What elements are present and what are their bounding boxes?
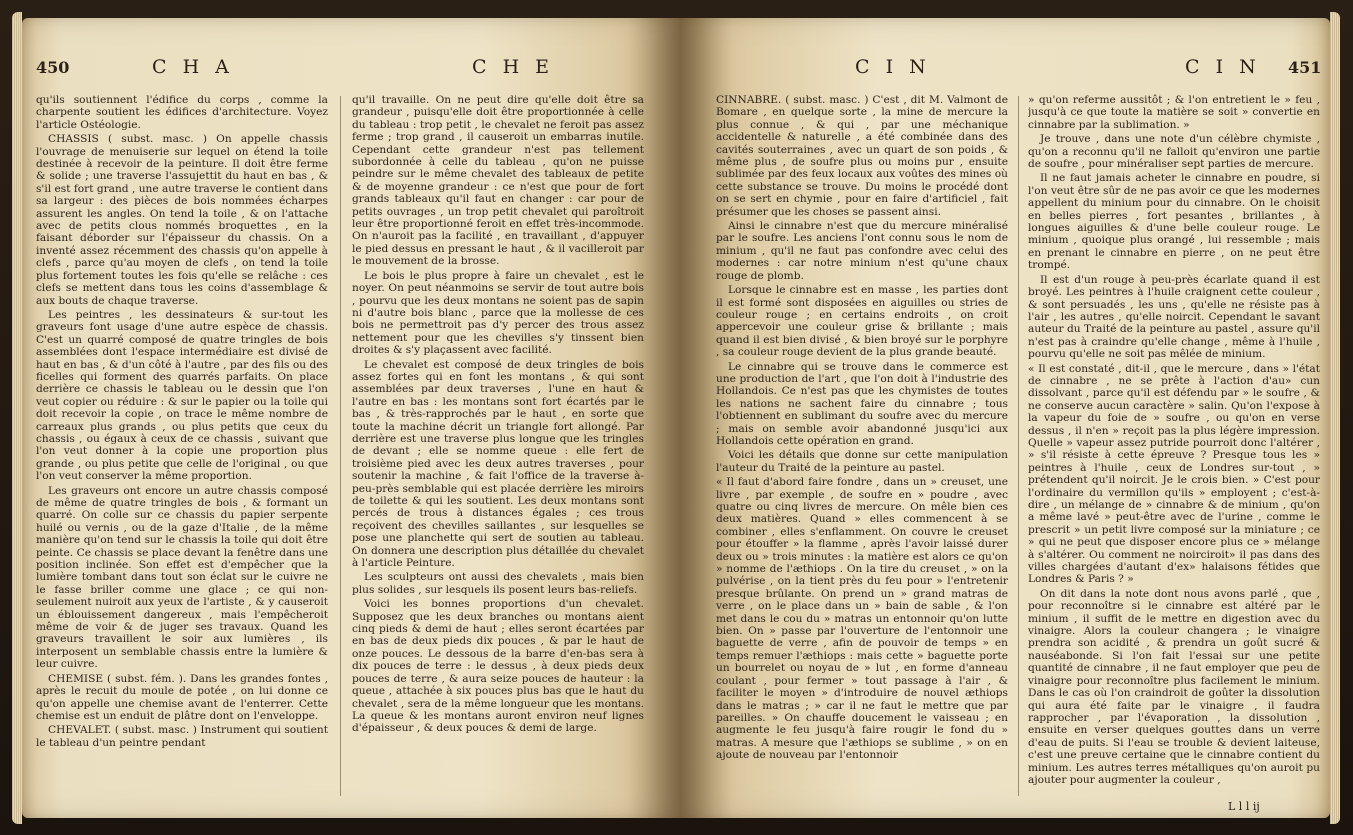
left-page-column-2 [352, 94, 644, 799]
paragraph: Les peintres , les dessinateurs & sur-tout les graveurs font usage d'une autre espèce de chassis. C'est un quarré composé de quatre tringles de bois assemblées dont l'espace intermédiaire est divisé de haut en bas , & d'un côté à l'autre , par des fils ou des ficelles qui forment des quarrés parfaits. On place derrière ce chassis le tableau ou le dessin que l'on veut copier ou réduire : & sur le papier ou la toile qui doit recevoir la copie , on trace le même nombre de carreaux plus grands , ou plus petits que ceux du chassis , ou égaux à ceux de ce chassis , suivant que l'on veut donner à la copie une proportion plus grande , ou plus petite que celle de l'original , ou que l'on veut conserver la même proportion. [36, 308, 328, 483]
paragraph: CHEMISE ( subst. fém. ). Dans les grandes fontes , après le recuit du moule de potée , on lui donne ce qu'on appelle une chemise avant de l'enterrer. Cette chemise est un enduit de plâtre dont on l'enveloppe. [36, 672, 328, 722]
right-page-column-2 [1028, 94, 1320, 799]
paragraph: « Il est constaté , dit-il , que le mercure , dans » l'état de cinnabre , ne se prête à l'action d'au» cun dissolvant , parce qu'il est défendu par » le soufre , & ne conserve aucun caractère » salin. Qu'on l'expose à la vapeur du foie de » soufre , ou qu'on en verse dessus , il n'en » reçoit pas la plus légère impression. Quelle » vapeur assez putride pourroit donc l'altérer , » s'il résiste à cette épreuve ? Presque tous les » peintres à l'huile , ceux de Londres sur-tout , » prétendent qu'il noircit. Je le crois bien. » C'est pour l'ordinaire du vermillon qu'ils » employent ; c'est-à-dire , un mélange de » cinnabre & de minium , qu'on a même lavé » peut-être avec de l'urine , comme le prescrit » un petit livre composé sur la miniature ; ce » qui ne peut que disposer encore plus ce » mélange à s'altérer. Ou comment ne noirciroit» il pas dans des villes chargées d'autant d'ex» halaisons fétides que Londres & Paris ? » [1028, 362, 1320, 586]
paragraph: Je trouve , dans une note d'un célèbre chymiste , qu'on a reconnu qu'il ne falloit qu'environ une partie de soufre , pour minéraliser sept parties de mercure. [1028, 133, 1320, 171]
paragraph: Lorsque le cinnabre est en masse , les parties dont il est formé sont disposées en aiguilles ou stries de couleur rouge ; en certains endroits , on croit appercevoir une couleur grise & brillante ; mais quand il est bien divisé , & bien broyé sur le porphyre , sa couleur rouge devient de la plus grande beauté. [716, 284, 1008, 359]
signature-mark: L l l ij [1228, 800, 1260, 813]
paragraph: Le bois le plus propre à faire un chevalet , est le noyer. On peut néanmoins se servir de tout autre bois , pourvu que les deux montans ne soient pas de sapin ni d'autre bois blanc , parce que la mollesse de ces bois ne permettroit pas d'y percer des trous assez nettement pour que les chevilles s'y tinssent bien droites & s'y plaçassent avec facilité. [352, 269, 644, 357]
page-number-left: 450 [36, 58, 70, 77]
paragraph: Voici les bonnes proportions d'un chevalet. Supposez que les deux branches ou montans aient cinq pieds & demi de haut ; elles seront écartées par en bas de deux pieds dix pouces , & par le haut de onze pouces. Le dessous de la barre d'en-bas sera à dix pouces de terre : le dessus , à deux pieds deux pouces de terre , & aura seize pouces de hauteur : la queue , attachée à six pouces plus bas que le haut du chevalet , sera de la même longueur que les montans. La queue & les montans auront environ neuf lignes d'épaisseur , & deux pouces & demi de large. [352, 598, 644, 735]
paragraph: Il ne faut jamais acheter le cinnabre en poudre, si l'on veut être sûr de ne pas avoir ce que les modernes appellent du minium pour du cinnabre. On le choisit en belles pierres , fort pesantes , brillantes , à longues aiguilles & d'une belle couleur rouge. Le minium , quoique plus orangé , lui ressemble ; mais en prenant le cinnabre en pierre , on ne peut être trompé. [1028, 172, 1320, 272]
paragraph: Il est d'un rouge à peu-près écarlate quand il est broyé. Les peintres à l'huile craignent cette couleur , & sont persuadés , les uns , qu'elle ne résiste pas à l'air , les autres , qu'elle noircit. Cependant le savant auteur du Traité de la peinture au pastel , assure qu'il n'est pas à craindre qu'elle change , même à l'huile , pourvu qu'elle ne soit pas mêlée de minium. [1028, 273, 1320, 361]
page-number-right: 451 [1288, 58, 1322, 77]
paragraph: On dit dans la note dont nous avons parlé , que , pour reconnoître si le cinnabre est altéré par le minium , il suffit de le mettre en digestion avec du vinaigre. Alors la couleur changera ; le vinaigre prendra son acidité , & prendra un goût sucré & nauséabonde. Si l'on fait l'essai sur une petite quantité de cinnabre , il ne faut employer que peu de vinaigre pour reconnoître plus facilement le minium. Dans le cas où l'on craindroit de goûter la dissolution qui aura été faite par le vinaigre , il faudra rapprocher , par l'évaporation , la dissolution , ensuite en verser quelques gouttes dans un verre d'eau de puits. Si l'eau se trouble & devient laiteuse, c'est une preuve certaine que le cinnabre contient du minium. Les autres terres métalliques qu'on auroit pu ajouter pour augmenter la couleur , [1028, 587, 1320, 786]
left-page [22, 18, 680, 818]
column-rule [1018, 96, 1019, 796]
paragraph: Les graveurs ont encore un autre chassis composé de même de quatre tringles de bois , & formant un quarré. On colle sur ce chassis du papier serpente huilé ou vernis , ou de la gaze d'Italie , de la même manière qu'on tend sur le chassis la toile qui doit être peinte. Ce chassis se place devant la fenêtre dans une position inclinée. Son effet est d'empêcher que la lumière tombant dans tout son éclat sur le cuivre ne le fasse briller comme une glace ; ce qui non-seulement nuiroit aux yeux de l'artiste , & y causeroit un éblouissement dangereux , mais l'empêcheroit même de voir & de juger ses travaux. Quand les graveurs travaillent le soir aux lumières , ils interposent un semblable chassis entre la lumière & leur cuivre. [36, 484, 328, 671]
column-rule [340, 96, 341, 796]
paragraph: Le cinnabre qui se trouve dans le commerce est une production de l'art , que l'on doit à l'industrie des Hollandois. Ce n'est pas que les chymistes de toutes les nations ne sachent faire du cinnabre ; tous l'obtiennent en sublimant du soufre avec du mercure ; mais on semble avoir abandonné jusqu'ici aux Hollandois cette opération en grand. [716, 360, 1008, 447]
left-page-column-1 [36, 94, 328, 799]
running-head-right-2: C I N [1185, 56, 1261, 78]
paragraph: « Il faut d'abord faire fondre , dans un » creuset, une livre , par exemple , de soufre en » poudre , avec quatre ou cinq livres de mercure. On mêle bien ces deux matières. Quand » elles commencent à se combiner , elles s'enflamment. On couvre le creuset pour étouffer » la flamme , après l'avoir laissé durer deux ou » trois minutes : la matière est alors ce qu'on » nomme de l'æthiops . On la tire du creuset , » on la pulvérise , on la tient près du feu pour » l'entretenir presque brûlante. On prend un » grand matras de verre , on le place dans un » bain de sable , & l'on met dans le cou du » matras un entonnoir qu'on lutte bien. On » passe par l'ouverture de l'entonnoir une baguette de verre , afin de pouvoir de temps » en temps remuer l'æthiops : mais cette » baguette porte un bourrelet ou noyau de » lut , en forme d'anneau coulant , pour fermer » tout passage à l'air , & faciliter le moyen » d'introduire de nouvel æthiops dans le matras ; » car il ne faut le mettre que par pareilles. » On chauffe doucement le vaisseau ; en augmente le feu jusqu'à faire rougir le fond du » matras. A mesure que l'æthiops se sublime , » on en ajoute de nouveau par l'entonnoir [716, 476, 1008, 762]
paragraph: qu'il travaille. On ne peut dire qu'elle doit être sa grandeur , puisqu'elle doit être proportionnée à celle du tableau : trop petit , le chevalet ne feroit pas assez ferme ; trop grand , il causeroit un embarras inutile. Cependant cette grandeur n'est pas tellement subordonnée à celle du tableau , qu'on ne puisse peindre sur le même chevalet des tableaux de petite & de moyenne grandeur : ce n'est que pour de fort grands tableaux qu'il faut en changer : car pour de petits ouvrages , un trop petit chevalet qui paroîtroit leur être proportionné feroit en effet très-incommode. On n'auroit pas la facilité , en travaillant , d'appuyer le pied dessus en pressant le haut , & il vacilleroit par le mouvement de la brosse. [352, 94, 644, 268]
paragraph: CHEVALET. ( subst. masc. ) Instrument qui soutient le tableau d'un peintre pendant [36, 724, 328, 749]
paragraph: Ainsi le cinnabre n'est que du mercure minéralisé par le soufre. Les anciens l'ont connu sous le nom de minium , qu'il ne faut pas confondre avec celui des modernes : car notre minium n'est qu'une chaux rouge de plomb. [716, 220, 1008, 282]
paragraph: CHASSIS ( subst. masc. ) On appelle chassis l'ouvrage de menuiserie sur lequel on étend la toile destinée à recevoir de la peinture. Il doit être ferme & solide ; une traverse l'assujettit du haut en bas , & s'il est fort grand , une autre traverse le contient dans sa largeur : des pièces de bois nommées écharpes assurent les angles. On tend la toile , & on l'attache avec de petits clous nommés broquettes , en la faisant déborder sur l'épaisseur du chassis. On a inventé assez récemment des chassis qu'on appelle à clefs , parce qu'au moyen de clefs , on tend la toile plus fortement toutes les fois qu'elle se relâche : ces clefs se mettent dans tous les coins d'assemblage & aux bouts de chaque traverse. [36, 133, 328, 307]
paragraph: qu'ils soutiennent l'édifice du corps , comme la charpente soutient les édifices d'architecture. Voyez l'article Ostéologie. [36, 94, 328, 131]
paragraph: CINNABRE. ( subst. masc. ) C'est , dit M. Valmont de Bomare , en quelque sorte , la mine de mercure la plus connue , & qui , par une méchanique accidentelle & naturelle , a été combinée dans des cavités souterraines , avec un quart de son poids , & même plus , de soufre plus ou moins pur , ensuite sublimée par des feux locaux aux voûtes des mines où cette substance se trouve. Du moins le procédé dont on se sert en chymie , pour en faire d'artificiel , fait présumer que les choses se passent ainsi. [716, 94, 1008, 218]
paragraph: Les sculpteurs ont aussi des chevalets , mais bien plus solides , sur lesquels ils posent leurs bas-reliefs. [352, 571, 644, 596]
paragraph: » qu'on referme aussitôt ; & l'on entretient le » feu , jusqu'à ce que toute la matière se soit » convertie en cinnabre par la sublimation. » [1028, 94, 1320, 131]
running-head-left-1: C H A [152, 56, 234, 78]
right-page-column-1 [716, 94, 1008, 799]
right-page [680, 18, 1330, 818]
running-head-left-2: C H E [472, 56, 555, 78]
left-page-edge [12, 12, 22, 824]
paragraph: Voici les détails que donne sur cette manipulation l'auteur du Traité de la peinture au pastel. [716, 449, 1008, 474]
right-page-edge [1330, 12, 1340, 824]
running-head-right-1: C I N [855, 56, 931, 78]
paragraph: Le chevalet est composé de deux tringles de bois assez fortes qui en font les montans , & qui sont assemblées par deux traverses , l'une en haut & l'autre en bas : les montans sont fort écartés par le bas , & très-rapprochés par le haut , en sorte que toute la machine décrit un triangle fort allongé. Par derrière est une traverse plus longue que les tringles de devant ; elle se nomme queue : elle fert de troisième pied avec les deux autres traverses , pour soutenir la machine , & fait l'office de la traverse à-peu-près semblable qui est placée derrière les miroirs de toilette & qui les soutient. Les deux montans sont percés de trous à distances égales ; ces trous reçoivent des chevilles saillantes , sur lesquelles se pose une planchette qui sert de soutien au tableau. On donnera une description plus détaillée du chevalet à l'article Peinture. [352, 358, 644, 570]
